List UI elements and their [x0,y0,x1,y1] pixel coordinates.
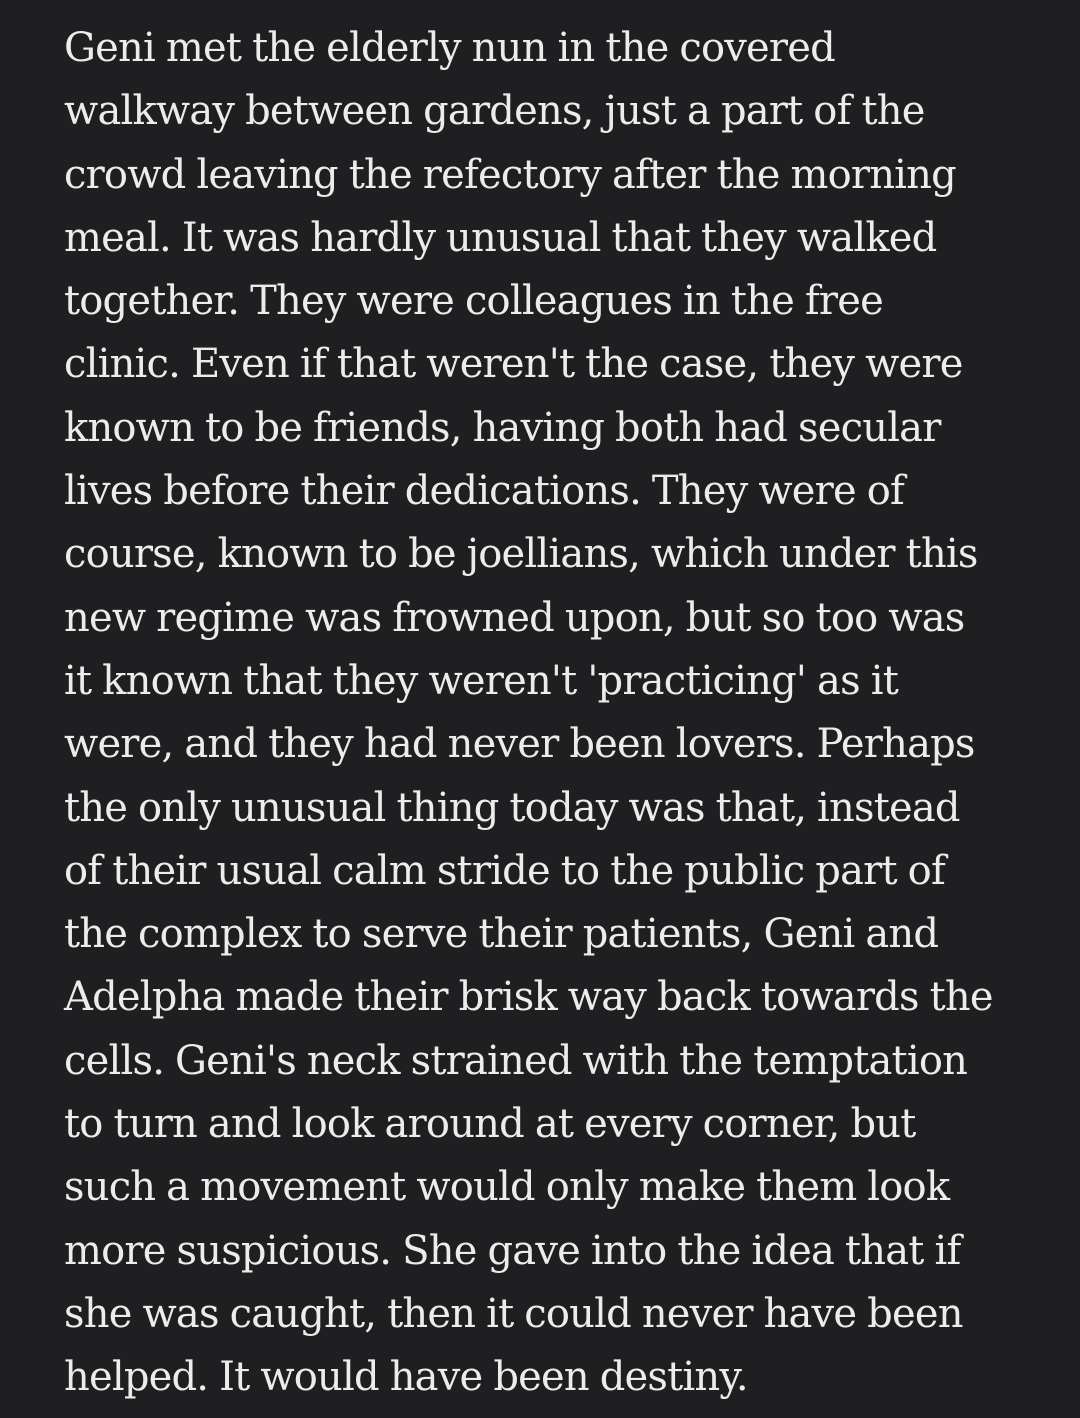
story-line: course, known to be joellians, which under this [64,531,978,578]
story-line: such a movement would only make them look [64,1164,950,1211]
story-line: of their usual calm stride to the public part of [64,847,945,894]
story-line: the only unusual thing today was that, instead [64,784,960,831]
story-line: Geni met the elderly nun in the covered [64,25,835,71]
story-line: together. They were colleagues in the free [64,278,883,325]
story-line: walkway between gardens, just a part of the [64,88,925,135]
story-line: new regime was frowned upon, but so too was [64,594,965,641]
story-line: lives before their dedications. They were of [64,468,905,515]
story-line: helped. It would have been destiny. [64,1354,748,1401]
story-line: cells. Geni's neck strained with the temptation [64,1037,968,1084]
story-line: more suspicious. She gave into the idea that if [64,1227,961,1274]
story-line: to turn and look around at every corner, but [64,1101,916,1148]
story-text [64,17,1064,1410]
story-line: meal. It was hardly unusual that they walked [64,214,937,261]
story-line: the complex to serve their patients, Geni and [64,911,939,958]
story-line: she was caught, then it could never have been [64,1290,963,1337]
story-line: clinic. Even if that weren't the case, they were [64,341,963,388]
story-line: it known that they weren't 'practicing' as it [64,657,898,704]
story-line: Adelpha made their brisk way back towards the [64,974,993,1021]
story-line: were, and they had never been lovers. Perhaps [64,721,975,768]
story-line: known to be friends, having both had secular [64,404,941,451]
story-line: crowd leaving the refectory after the morning [64,151,956,198]
